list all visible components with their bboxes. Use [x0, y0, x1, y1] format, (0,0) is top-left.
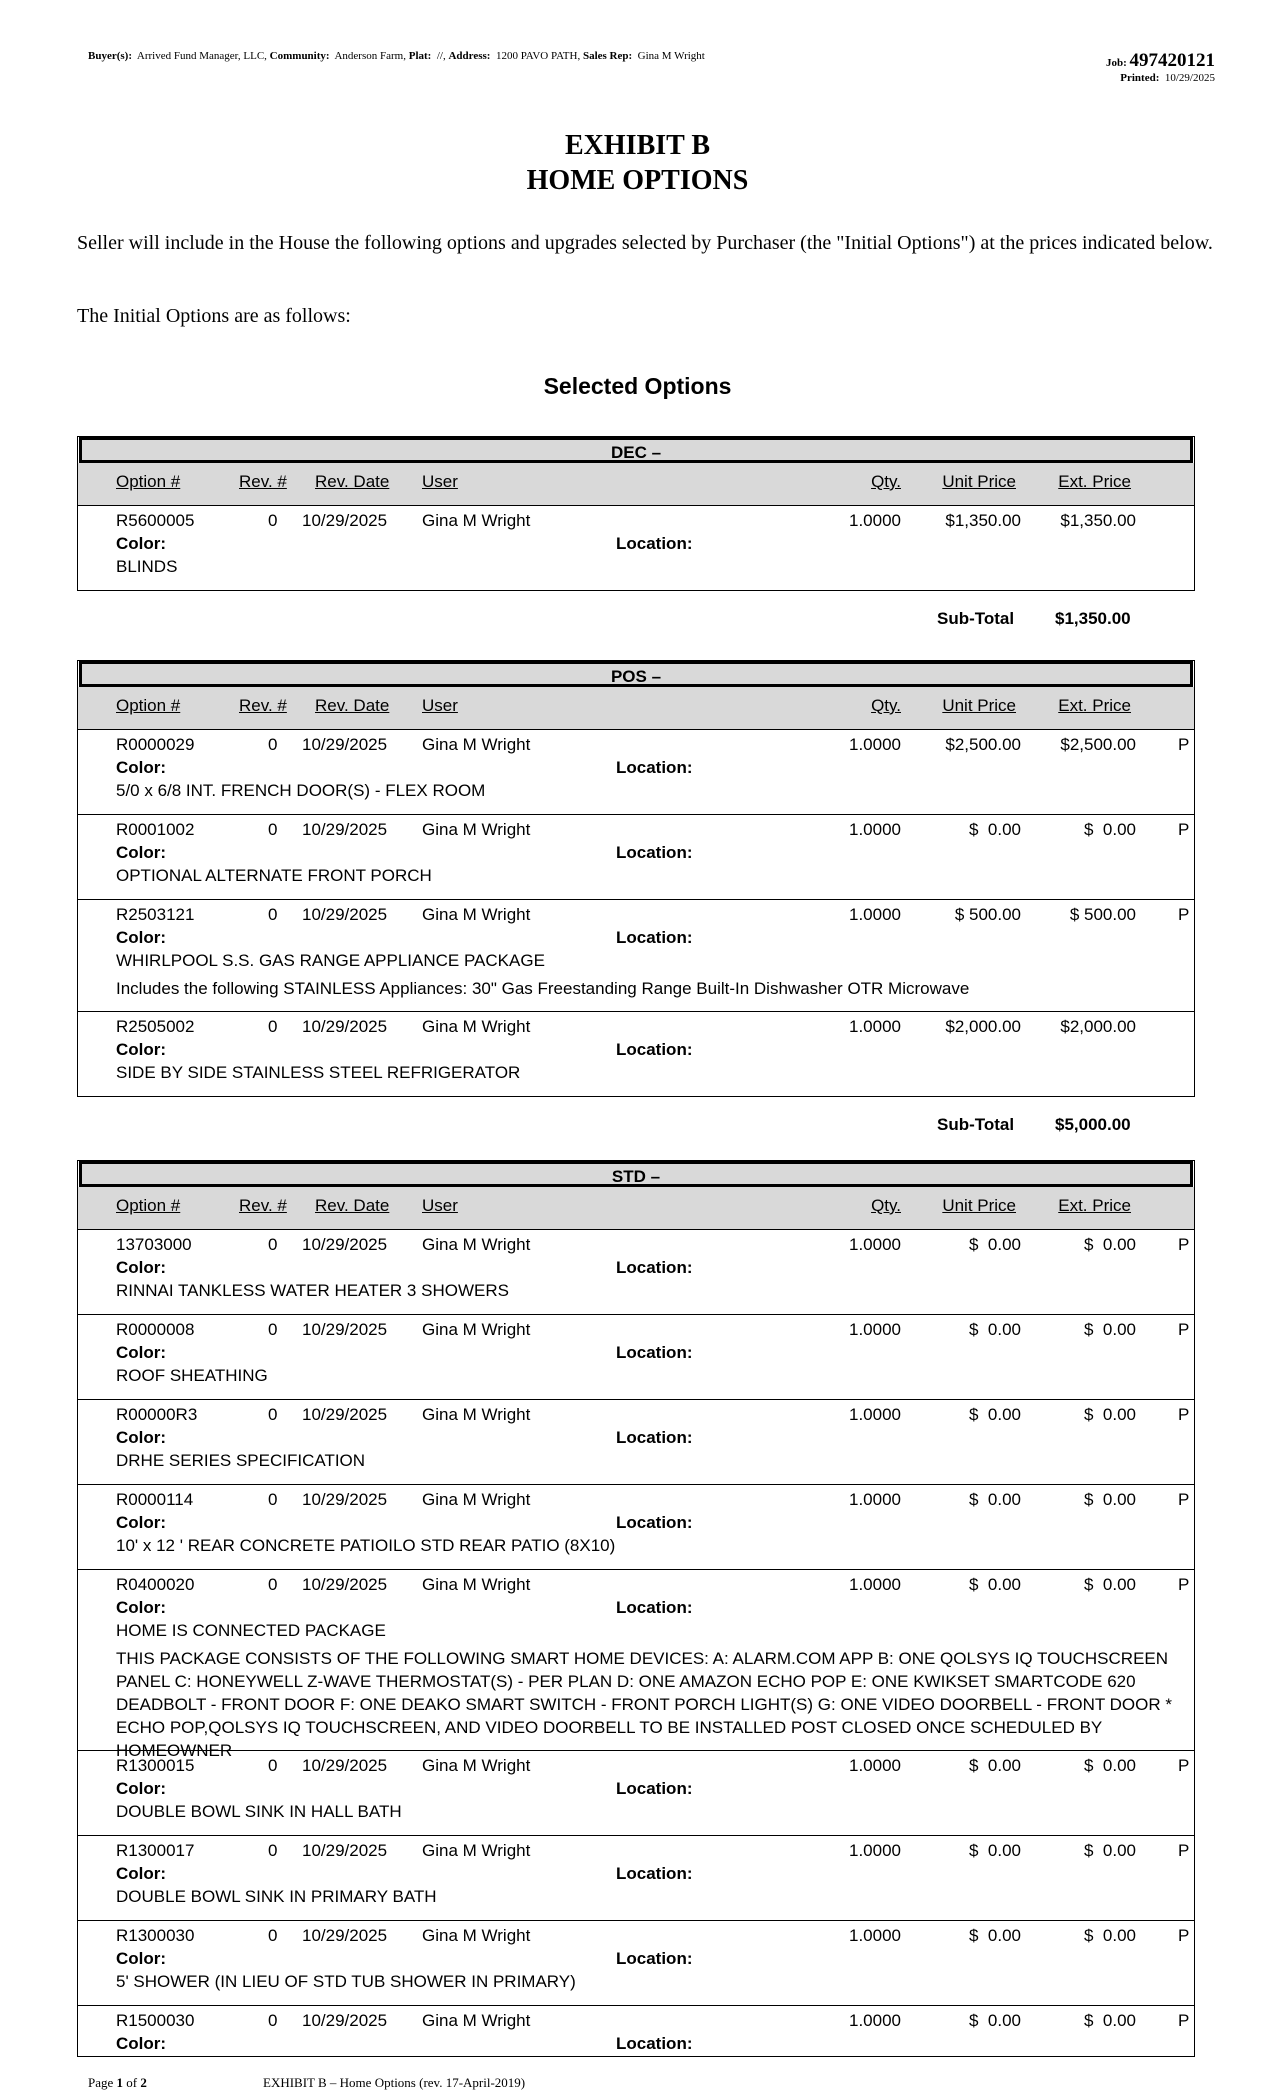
ext-price: $ 0.00: [1084, 1926, 1136, 1945]
price-flag: P: [1178, 1235, 1190, 1254]
option-note: Includes the following STAINLESS Appliances: 30" Gas Freestanding Range Built-In Dishwasher OTR Microwave: [116, 979, 970, 998]
ext-price: $ 0.00: [1084, 1841, 1136, 1860]
location-label: Location:: [616, 1258, 693, 1277]
option-row: [78, 1012, 1194, 1096]
location-label: Location:: [616, 1598, 693, 1617]
revision-number: 0: [268, 1490, 278, 1509]
user-name: Gina M Wright: [422, 1926, 531, 1945]
quantity: 1.0000: [849, 735, 901, 754]
option-row: [78, 815, 1194, 900]
option-description: HOME IS CONNECTED PACKAGE: [116, 1621, 386, 1640]
price-flag: P: [1178, 1756, 1190, 1775]
user-name: Gina M Wright: [422, 735, 531, 754]
price-flag: P: [1178, 1575, 1190, 1594]
page-number: 1: [116, 2075, 124, 2090]
revision-number: 0: [268, 1405, 278, 1424]
revision-date: 10/29/2025: [302, 1017, 388, 1036]
revision-date: 10/29/2025: [302, 1756, 388, 1775]
option-row: [78, 1836, 1194, 1921]
options-section: [77, 436, 1195, 591]
color-label: Color:: [116, 758, 167, 777]
quantity: 1.0000: [849, 1756, 901, 1775]
option-number: R0000029: [116, 735, 195, 754]
ext-price: $ 0.00: [1084, 1405, 1136, 1424]
option-row: [78, 1921, 1194, 2006]
location-label: Location:: [616, 1343, 693, 1362]
location-label: Location:: [616, 758, 693, 777]
plat-value: //,: [436, 50, 446, 62]
user-name: Gina M Wright: [422, 1490, 531, 1509]
option-number: R0400020: [116, 1575, 195, 1594]
col-header-qty: Qty.: [871, 696, 901, 715]
document-footer-title: EXHIBIT B – Home Options (rev. 17-April-2019): [263, 2075, 526, 2090]
option-note: THIS PACKAGE CONSISTS OF THE FOLLOWING SMART HOME DEVICES: A: ALARM.COM APP B: ONE QOLSYS IQ TOUCHSCREEN PANEL C: HONEYWELL Z-WAVE THERMOSTAT(S) - PER PLAN D: ONE AMAZON ECHO POP E: ONE KWIKSET SMARTCODE 620 DEADBOLT - FRONT DOOR F: ONE DEAKO SMART SWITCH - FRONT PORCH LIGHT(S) G: ONE VIDEO DOORBELL - FRONT DOOR * ECHO POP,QOLSYS IQ TOUCHSCREEN, AND VIDEO DOORBELL TO BE INSTALLED POST CLOSED ONCE SCHEDULED BY HOMEOWNER: [116, 1649, 1172, 1760]
buyers-value: Arrived Fund Manager, LLC,: [136, 50, 267, 62]
quantity: 1.0000: [849, 511, 901, 530]
ext-price: $ 0.00: [1084, 1756, 1136, 1775]
option-row: [78, 1570, 1194, 1760]
location-label: Location:: [616, 534, 693, 553]
user-name: Gina M Wright: [422, 2011, 531, 2030]
ext-price: $ 0.00: [1084, 820, 1136, 839]
subtotal-value: $5,000.00: [1055, 1115, 1131, 1134]
quantity: 1.0000: [849, 905, 901, 924]
revision-number: 0: [268, 735, 278, 754]
job-number: 497420121: [1129, 50, 1215, 71]
options-section: [77, 1160, 1195, 2057]
price-flag: P: [1178, 1841, 1190, 1860]
quantity: 1.0000: [849, 820, 901, 839]
intro-paragraph: Seller will include in the House the following options and upgrades selected by Purchaser (the "Initial Options") at the prices indicated below.: [77, 232, 1213, 254]
option-number: R1300030: [116, 1926, 195, 1945]
plat-label: Plat:: [408, 50, 432, 62]
section-title: POS –: [79, 661, 1193, 687]
option-row: [78, 1485, 1194, 1570]
price-flag: P: [1178, 1926, 1190, 1945]
location-label: Location:: [616, 1428, 693, 1447]
col-header-rev: Rev. #: [239, 696, 287, 715]
quantity: 1.0000: [849, 1575, 901, 1594]
option-number: 13703000: [116, 1235, 192, 1254]
unit-price: $ 0.00: [969, 1575, 1021, 1594]
community-label: Community:: [269, 50, 330, 62]
quantity: 1.0000: [849, 1235, 901, 1254]
user-name: Gina M Wright: [422, 511, 531, 530]
revision-number: 0: [268, 1320, 278, 1339]
unit-price: $1,350.00: [945, 511, 1021, 530]
location-label: Location:: [616, 1513, 693, 1532]
option-number: R1300015: [116, 1756, 195, 1775]
option-description: OPTIONAL ALTERNATE FRONT PORCH: [116, 866, 432, 885]
exhibit-title: EXHIBIT B: [565, 130, 710, 161]
user-name: Gina M Wright: [422, 1841, 531, 1860]
col-header-ext-price: Ext. Price: [1058, 1196, 1131, 1215]
col-header-ext-price: Ext. Price: [1058, 472, 1131, 491]
revision-number: 0: [268, 1575, 278, 1594]
col-header-option: Option #: [116, 696, 181, 715]
option-description: WHIRLPOOL S.S. GAS RANGE APPLIANCE PACKAGE: [116, 951, 545, 970]
address-label: Address:: [448, 50, 491, 62]
home-options-title: HOME OPTIONS: [526, 165, 749, 196]
unit-price: $ 500.00: [954, 905, 1021, 924]
option-row: [78, 506, 1194, 590]
option-description: 5/0 x 6/8 INT. FRENCH DOOR(S) - FLEX ROOM: [116, 781, 486, 800]
location-label: Location:: [616, 1040, 693, 1059]
revision-date: 10/29/2025: [302, 1405, 388, 1424]
buyers-label: Buyer(s):: [88, 50, 132, 62]
ext-price: $1,350.00: [1060, 511, 1136, 530]
unit-price: $ 0.00: [969, 820, 1021, 839]
option-row: [78, 900, 1194, 1012]
quantity: 1.0000: [849, 1841, 901, 1860]
col-header-qty: Qty.: [871, 1196, 901, 1215]
job-info: [1106, 50, 1215, 84]
option-number: R0000008: [116, 1320, 195, 1339]
section-title: STD –: [79, 1161, 1193, 1187]
revision-date: 10/29/2025: [302, 820, 388, 839]
option-number: R1300017: [116, 1841, 195, 1860]
subtotal-value: $1,350.00: [1055, 609, 1131, 628]
option-description: 5' SHOWER (IN LIEU OF STD TUB SHOWER IN PRIMARY): [116, 1972, 576, 1991]
buyer-info-line: [88, 50, 705, 62]
option-description: DOUBLE BOWL SINK IN HALL BATH: [116, 1802, 402, 1821]
section-title: DEC –: [79, 437, 1193, 463]
subtotal-label: Sub-Total: [937, 1115, 1015, 1134]
ext-price: $ 500.00: [1069, 905, 1136, 924]
unit-price: $ 0.00: [969, 1320, 1021, 1339]
revision-number: 0: [268, 2011, 278, 2030]
options-section: [77, 660, 1195, 1097]
revision-date: 10/29/2025: [302, 1841, 388, 1860]
ext-price: $2,000.00: [1060, 1017, 1136, 1036]
quantity: 1.0000: [849, 1405, 901, 1424]
option-description: RINNAI TANKLESS WATER HEATER 3 SHOWERS: [116, 1281, 509, 1300]
unit-price: $2,000.00: [945, 1017, 1021, 1036]
user-name: Gina M Wright: [422, 1405, 531, 1424]
price-flag: P: [1178, 1320, 1190, 1339]
option-number: R00000R3: [116, 1405, 198, 1424]
user-name: Gina M Wright: [422, 905, 531, 924]
option-description: ROOF SHEATHING: [116, 1366, 268, 1385]
col-header-user: User: [422, 472, 458, 491]
ext-price: $ 0.00: [1084, 1235, 1136, 1254]
page-total: 2: [140, 2075, 147, 2090]
printed-label: Printed:: [1120, 72, 1160, 84]
user-name: Gina M Wright: [422, 820, 531, 839]
revision-date: 10/29/2025: [302, 511, 388, 530]
price-flag: P: [1178, 1405, 1190, 1424]
option-number: R0000114: [116, 1490, 194, 1509]
ext-price: $2,500.00: [1060, 735, 1136, 754]
option-number: R5600005: [116, 511, 195, 530]
col-header-unit-price: Unit Price: [942, 696, 1016, 715]
col-header-rev: Rev. #: [239, 472, 287, 491]
option-number: R2505002: [116, 1017, 195, 1036]
unit-price: $ 0.00: [969, 1841, 1021, 1860]
color-label: Color:: [116, 1779, 167, 1798]
ext-price: $ 0.00: [1084, 1575, 1136, 1594]
col-header-user: User: [422, 696, 458, 715]
option-description: DOUBLE BOWL SINK IN PRIMARY BATH: [116, 1887, 437, 1906]
selected-options-title: Selected Options: [543, 373, 732, 399]
unit-price: $ 0.00: [969, 1926, 1021, 1945]
revision-number: 0: [268, 1926, 278, 1945]
col-header-ext-price: Ext. Price: [1058, 696, 1131, 715]
ext-price: $ 0.00: [1084, 1320, 1136, 1339]
page-of: of: [126, 2075, 138, 2090]
col-header-option: Option #: [116, 472, 181, 491]
option-description: DRHE SERIES SPECIFICATION: [116, 1451, 366, 1470]
revision-number: 0: [268, 511, 278, 530]
job-label: Job:: [1105, 57, 1127, 69]
revision-date: 10/29/2025: [302, 1235, 388, 1254]
color-label: Color:: [116, 1949, 167, 1968]
user-name: Gina M Wright: [422, 1756, 531, 1775]
revision-date: 10/29/2025: [302, 2011, 388, 2030]
option-row: [78, 730, 1194, 815]
community-value: Anderson Farm,: [334, 50, 406, 62]
ext-price: $ 0.00: [1084, 2011, 1136, 2030]
location-label: Location:: [616, 1864, 693, 1883]
revision-number: 0: [268, 905, 278, 924]
unit-price: $ 0.00: [969, 1490, 1021, 1509]
page-prefix: Page: [88, 2075, 114, 2090]
revision-date: 10/29/2025: [302, 1320, 388, 1339]
address-value: 1200 PAVO PATH,: [495, 50, 581, 62]
unit-price: $ 0.00: [969, 1756, 1021, 1775]
color-label: Color:: [116, 534, 167, 553]
col-header-rev-date: Rev. Date: [315, 1196, 390, 1215]
ext-price: $ 0.00: [1084, 1490, 1136, 1509]
option-row: [78, 1400, 1194, 1485]
quantity: 1.0000: [849, 1320, 901, 1339]
option-row: [78, 1751, 1194, 1836]
unit-price: $ 0.00: [969, 1235, 1021, 1254]
revision-number: 0: [268, 1235, 278, 1254]
revision-date: 10/29/2025: [302, 1575, 388, 1594]
unit-price: $2,500.00: [945, 735, 1021, 754]
user-name: Gina M Wright: [422, 1017, 531, 1036]
revision-date: 10/29/2025: [302, 1926, 388, 1945]
option-number: R1500030: [116, 2011, 195, 2030]
option-description: 10' x 12 ' REAR CONCRETE PATIOILO STD REAR PATIO (8X10): [116, 1536, 616, 1555]
quantity: 1.0000: [849, 1490, 901, 1509]
color-label: Color:: [116, 1598, 167, 1617]
col-header-unit-price: Unit Price: [942, 1196, 1016, 1215]
option-row: [78, 2006, 1194, 2056]
color-label: Color:: [116, 2034, 167, 2053]
option-number: R0001002: [116, 820, 195, 839]
quantity: 1.0000: [849, 1926, 901, 1945]
color-label: Color:: [116, 843, 167, 862]
col-header-rev-date: Rev. Date: [315, 472, 390, 491]
printed-date: 10/29/2025: [1164, 72, 1215, 84]
revision-date: 10/29/2025: [302, 1490, 388, 1509]
intro-options-line: The Initial Options are as follows:: [77, 305, 351, 327]
location-label: Location:: [616, 843, 693, 862]
page-indicator: [88, 2075, 147, 2091]
quantity: 1.0000: [849, 2011, 901, 2030]
revision-number: 0: [268, 1756, 278, 1775]
price-flag: P: [1178, 1490, 1190, 1509]
column-header-row: [78, 1187, 1194, 1230]
column-header-row: [78, 463, 1194, 506]
price-flag: P: [1178, 2011, 1190, 2030]
location-label: Location:: [616, 928, 693, 947]
color-label: Color:: [116, 928, 167, 947]
user-name: Gina M Wright: [422, 1575, 531, 1594]
unit-price: $ 0.00: [969, 1405, 1021, 1424]
color-label: Color:: [116, 1258, 167, 1277]
price-flag: P: [1178, 820, 1190, 839]
col-header-rev-date: Rev. Date: [315, 696, 390, 715]
col-header-option: Option #: [116, 1196, 181, 1215]
price-flag: P: [1178, 905, 1190, 924]
column-header-row: [78, 687, 1194, 730]
color-label: Color:: [116, 1343, 167, 1362]
col-header-unit-price: Unit Price: [942, 472, 1016, 491]
subtotal-label: Sub-Total: [937, 609, 1015, 628]
location-label: Location:: [616, 1949, 693, 1968]
col-header-qty: Qty.: [871, 472, 901, 491]
option-description: SIDE BY SIDE STAINLESS STEEL REFRIGERATOR: [116, 1063, 521, 1082]
option-number: R2503121: [116, 905, 195, 924]
location-label: Location:: [616, 1779, 693, 1798]
col-header-user: User: [422, 1196, 458, 1215]
location-label: Location:: [616, 2034, 693, 2053]
option-row: [78, 1315, 1194, 1400]
price-flag: P: [1178, 735, 1190, 754]
user-name: Gina M Wright: [422, 1235, 531, 1254]
sales-rep-value: Gina M Wright: [637, 50, 705, 62]
unit-price: $ 0.00: [969, 2011, 1021, 2030]
revision-date: 10/29/2025: [302, 735, 388, 754]
quantity: 1.0000: [849, 1017, 901, 1036]
sales-rep-label: Sales Rep:: [582, 50, 633, 62]
revision-date: 10/29/2025: [302, 905, 388, 924]
color-label: Color:: [116, 1513, 167, 1532]
color-label: Color:: [116, 1864, 167, 1883]
color-label: Color:: [116, 1040, 167, 1059]
option-row: [78, 1230, 1194, 1315]
option-description: BLINDS: [116, 557, 178, 576]
revision-number: 0: [268, 1841, 278, 1860]
color-label: Color:: [116, 1428, 167, 1447]
revision-number: 0: [268, 1017, 278, 1036]
col-header-rev: Rev. #: [239, 1196, 287, 1215]
user-name: Gina M Wright: [422, 1320, 531, 1339]
revision-number: 0: [268, 820, 278, 839]
